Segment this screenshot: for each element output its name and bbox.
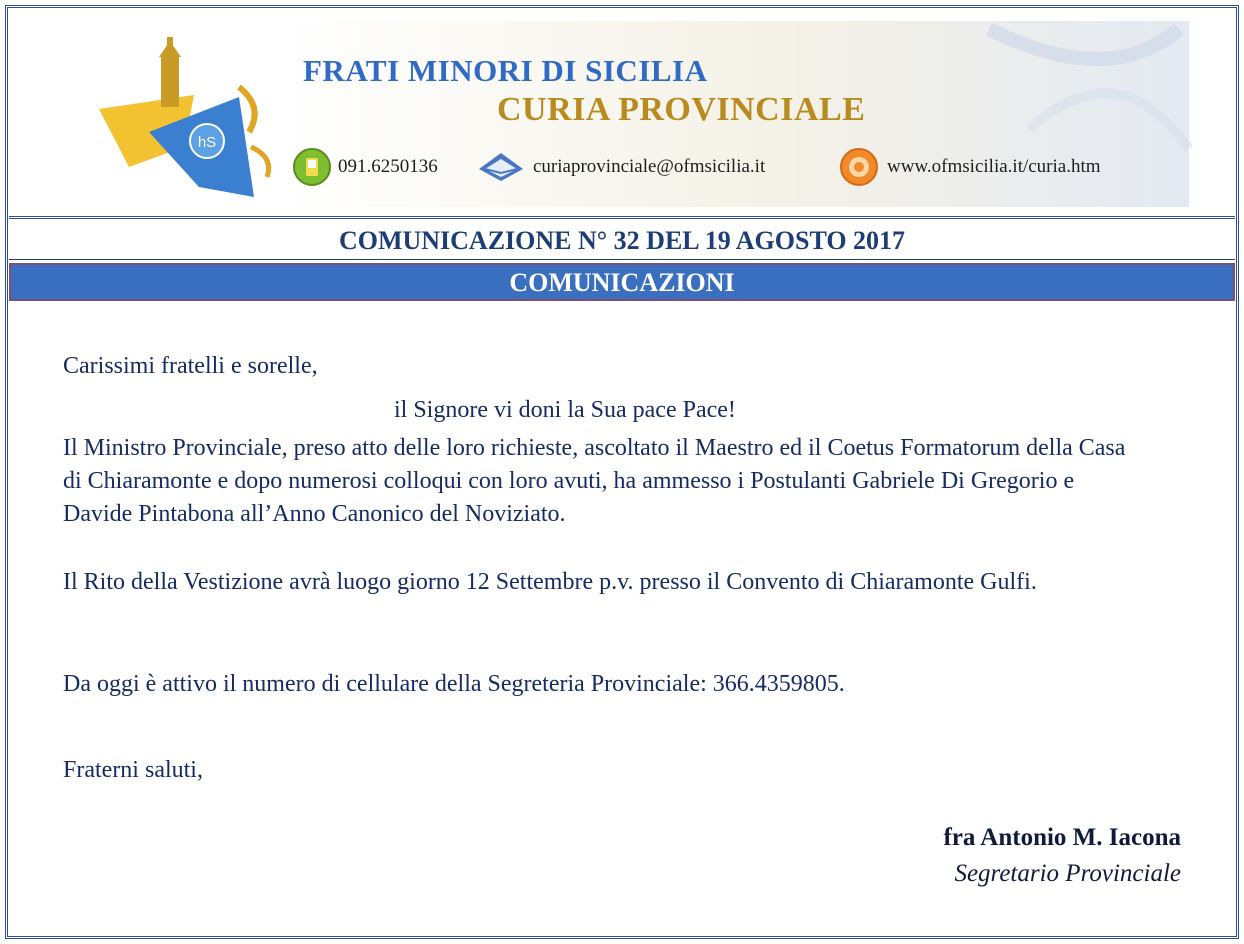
letter-paragraph: Da oggi è attivo il numero di cellulare della Segreteria Provinciale: 366.4359805. <box>63 671 845 697</box>
communication-title: COMUNICAZIONE N° 32 DEL 19 AGOSTO 2017 <box>338 226 906 255</box>
org-name: FRATI MINORI DI SICILIA <box>303 53 708 88</box>
signature-role: Segretario Provinciale <box>954 860 1181 887</box>
org-office: CURIA PROVINCIALE <box>497 91 866 128</box>
website-url: www.ofmsicilia.it/curia.htm <box>887 156 1101 177</box>
contact-email[interactable] <box>475 149 765 185</box>
logo-text: hS <box>197 134 217 151</box>
header-banner <box>9 9 1235 219</box>
section-bar <box>9 263 1235 301</box>
communication-header <box>9 222 1235 260</box>
letter-paragraph: Il Rito della Vestizione avrà luogo giorno 12 Settembre p.v. presso il Convento di Chiaramonte Gulfi. <box>63 569 1037 595</box>
globe-icon <box>837 147 881 187</box>
letter-greeting: Carissimi fratelli e sorelle, <box>63 353 318 379</box>
email-address: curiaprovinciale@ofmsicilia.it <box>533 156 766 177</box>
contact-website[interactable] <box>837 149 1101 185</box>
franciscan-logo <box>89 37 289 207</box>
section-title: COMUNICAZIONI <box>509 268 735 297</box>
letter-closing: Fraterni saluti, <box>63 757 203 783</box>
letter-body <box>9 304 1235 935</box>
letter-blessing: il Signore vi doni la Sua pace Pace! <box>394 397 736 423</box>
signature-name: fra Antonio M. Iacona <box>943 824 1181 851</box>
phone-number: 091.6250136 <box>338 156 438 177</box>
envelope-icon <box>475 147 527 187</box>
phone-icon <box>292 147 332 187</box>
letter-paragraph: Il Ministro Provinciale, preso atto delle loro richieste, ascoltato il Maestro ed il Coetus Formatorum della Casa di Chiaramonte e dopo numerosi colloqui con loro avuti, ha ammesso i Postulanti Gabriele Di Gregorio e Davide Pintabona all’Anno Canonico del Noviziato. <box>63 435 1126 527</box>
contact-phone[interactable] <box>292 149 438 185</box>
